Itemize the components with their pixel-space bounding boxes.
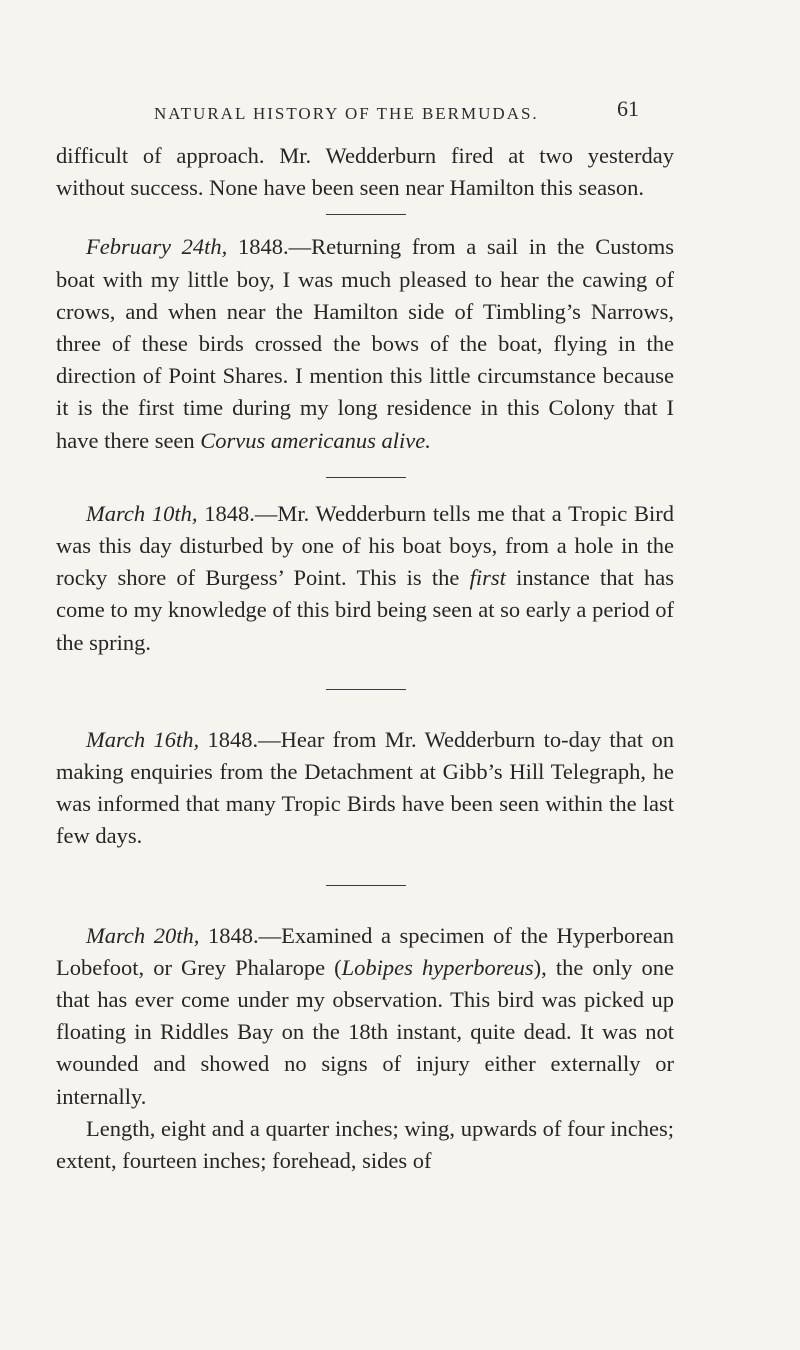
entry-march-16 bbox=[56, 724, 674, 853]
section-divider bbox=[326, 885, 406, 886]
entry-date: March 10th, bbox=[86, 500, 198, 526]
species-name: Corvus americanus alive. bbox=[200, 427, 431, 453]
section-divider bbox=[326, 477, 406, 478]
paragraph-continuation bbox=[56, 140, 674, 204]
entry-text: 1848.—Examined a specimen of the Hyperborean Lobefoot, or Grey Phalarope ( bbox=[56, 922, 674, 980]
entry-march-10 bbox=[56, 498, 674, 659]
emphasis-text: first bbox=[469, 565, 506, 591]
paragraph-text: difficult of approach. Mr. Wedderburn fired at two yesterday without success. None have been seen near Hamilton this season. bbox=[56, 143, 674, 201]
running-head: NATURAL HISTORY OF THE BERMUDAS. bbox=[154, 104, 539, 123]
measurements-text: Length, eight and a quarter inches; wing, upwards of four inches; extent, fourteen inches; forehead, sides of bbox=[56, 1115, 674, 1174]
entry-march-20 bbox=[56, 920, 674, 1113]
body-text bbox=[56, 140, 674, 1177]
species-name: Lobipes hyperboreus bbox=[341, 954, 534, 980]
entry-february-24 bbox=[56, 231, 674, 456]
section-divider bbox=[326, 214, 406, 215]
section-divider bbox=[326, 689, 406, 690]
entry-text-continued: instance that has come to my knowledge of this bird being seen at so early a period of the spring. bbox=[56, 565, 674, 655]
entry-text: 1848.—Hear from Mr. Wedderburn to-day that on making enquiries from the Detachment at Gibb’s Hill Telegraph, he was informed that many Tropic Birds have been seen within the last few days. bbox=[56, 726, 675, 849]
measurements-paragraph bbox=[56, 1113, 674, 1177]
entry-date: March 16th, bbox=[86, 726, 200, 752]
entry-text: 1848.—Returning from a sail in the Customs boat with my little boy, I was much pleased to hear the cawing of crows, and when near the Hamilton side of Timbling’s Narrows, three of these birds crossed the bows of the boat, flying in the direction of Point Shares. I mention this little circumstance because it is the first time during my long residence in this Colony that I have there seen bbox=[56, 234, 675, 453]
entry-date: February 24th, bbox=[86, 234, 228, 260]
entry-text-continued: ), the only one that has ever come under my observation. This bird was picked up floating in Riddles Bay on the 18th instant, quite dead. It was not wounded and showed no signs of injury either externally or internally. bbox=[56, 954, 675, 1109]
entry-date: March 20th, bbox=[86, 922, 200, 948]
page-number: 61 bbox=[617, 96, 639, 121]
entry-text: 1848.—Mr. Wedderburn tells me that a Tropic Bird was this day disturbed by one of his boat boys, from a hole in the rocky shore of Burgess’ Point. This is the bbox=[56, 500, 674, 591]
